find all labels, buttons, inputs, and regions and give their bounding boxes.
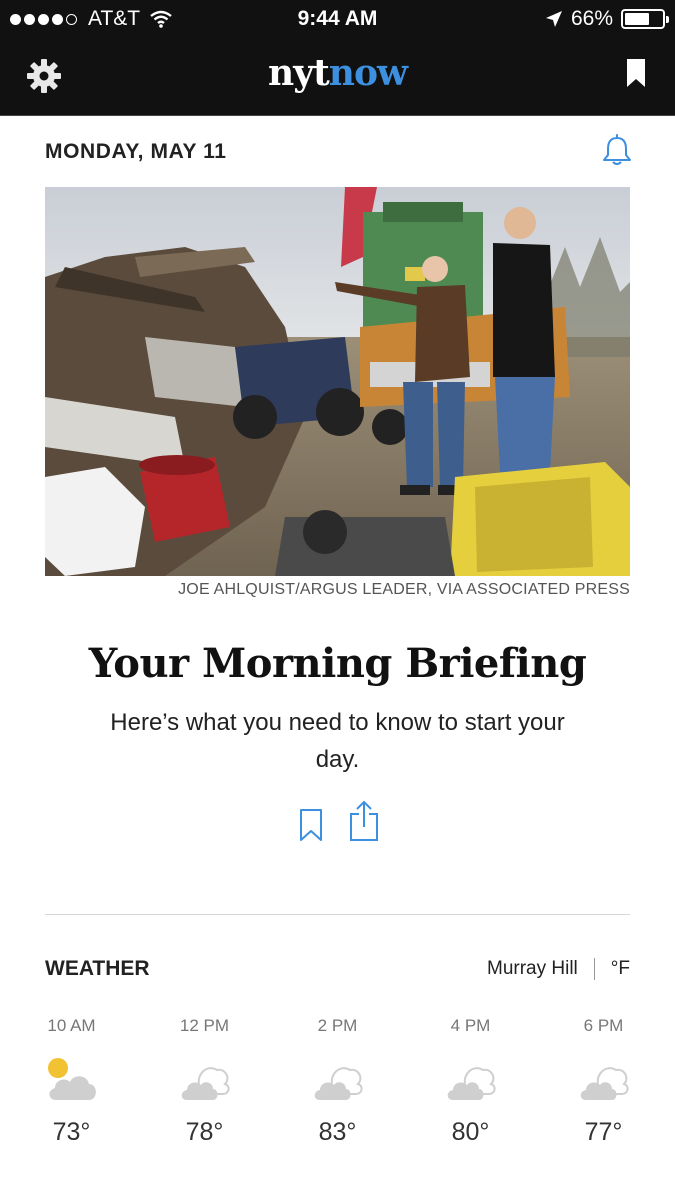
forecast-item [271,1016,404,1147]
partly-sunny-icon [44,1054,100,1104]
logo-nyt: nyt [268,52,329,94]
cloudy-icon [443,1054,499,1104]
briefing-headline[interactable]: Your Morning Briefing [88,640,587,687]
forecast-item [537,1016,670,1147]
briefing-date: MONDAY, MAY 11 [45,140,227,163]
weather-location[interactable]: Murray Hill [487,958,578,979]
forecast-temp: 73° [52,1118,91,1146]
nyt-now-logo [0,52,675,94]
status-bar-right [545,7,665,31]
bell-icon[interactable] [601,133,633,167]
status-bar [0,0,675,38]
nav-bar [0,38,675,116]
battery-icon [621,9,665,29]
forecast-item [138,1016,271,1147]
forecast-temp: 77° [584,1118,623,1146]
forecast-temp: 78° [185,1118,224,1146]
tornado-debris-photo [45,187,630,576]
cloudy-icon [177,1054,233,1104]
forecast-time: 2 PM [317,1016,358,1035]
save-bookmark-icon[interactable] [299,808,323,842]
cloudy-icon [310,1054,366,1104]
weather-forecast [5,1016,670,1147]
section-divider [45,914,630,915]
weather-settings[interactable] [487,958,630,980]
forecast-item [404,1016,537,1147]
bookmark-icon[interactable] [625,58,647,88]
weather-unit[interactable]: °F [610,958,630,979]
photo-credit: JOE AHLQUIST/ARGUS LEADER, VIA ASSOCIATED PRESS [178,581,630,598]
briefing-summary: Here’s what you need to know to start your day. [110,709,565,773]
forecast-time: 4 PM [450,1016,491,1035]
cloudy-icon [576,1054,632,1104]
weather-separator [594,958,595,980]
forecast-item [5,1016,138,1147]
share-icon[interactable] [348,800,380,842]
forecast-time: 10 AM [47,1016,96,1035]
battery-percent: 66% [570,7,613,30]
logo-now: now [328,52,407,94]
carrier-name: AT&T [88,7,141,30]
forecast-time: 6 PM [583,1016,624,1035]
location-arrow-icon [545,10,563,28]
news-photo[interactable] [45,187,630,576]
weather-title: WEATHER [45,957,150,980]
forecast-temp: 83° [318,1118,357,1146]
forecast-temp: 80° [451,1118,490,1146]
forecast-time: 12 PM [179,1016,230,1035]
status-time: 9:44 AM [297,7,378,30]
